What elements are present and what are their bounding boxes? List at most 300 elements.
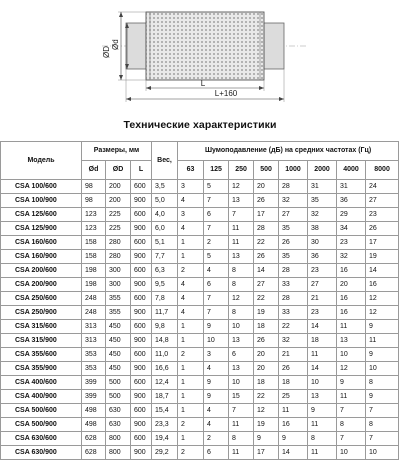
length-cell: 600: [131, 404, 152, 418]
noise-cell: 13: [229, 194, 254, 208]
table-row: [1, 250, 399, 264]
noise-cell: 16: [366, 278, 399, 292]
outer-diameter-cell: 800: [106, 446, 131, 460]
noise-cell: 4: [204, 264, 229, 278]
noise-cell: 10: [229, 376, 254, 390]
freq-col-header: 125: [204, 161, 229, 180]
inner-diameter-cell: 123: [82, 222, 106, 236]
noise-cell: 9: [204, 390, 229, 404]
outer-diameter-cell: 225: [106, 208, 131, 222]
outer-diameter-cell: 630: [106, 418, 131, 432]
noise-cell: 1: [178, 404, 204, 418]
noise-cell: 8: [229, 278, 254, 292]
noise-cell: 10: [366, 362, 399, 376]
model-cell: CSA 500/900: [1, 418, 82, 432]
weight-cell: 7,7: [152, 250, 178, 264]
noise-cell: 29: [337, 208, 366, 222]
noise-cell: 11: [366, 334, 399, 348]
inner-diameter-cell: 628: [82, 446, 106, 460]
noise-cell: 22: [254, 236, 279, 250]
outer-diameter-cell: 500: [106, 376, 131, 390]
inner-diameter-cell: 628: [82, 432, 106, 446]
noise-cell: 2: [204, 432, 229, 446]
noise-cell: 11: [229, 446, 254, 460]
length-cell: 600: [131, 180, 152, 194]
noise-cell: 9: [279, 432, 308, 446]
noise-cell: 3: [178, 208, 204, 222]
noise-cell: 1: [178, 236, 204, 250]
model-cell: CSA 400/600: [1, 376, 82, 390]
noise-cell: 2: [178, 418, 204, 432]
weight-cell: 11,0: [152, 348, 178, 362]
noise-cell: 23: [366, 208, 399, 222]
noise-cell: 1: [178, 362, 204, 376]
outer-diameter-cell: 630: [106, 404, 131, 418]
length-cell: 900: [131, 306, 152, 320]
length-cell: 600: [131, 432, 152, 446]
table-row: [1, 362, 399, 376]
noise-cell: 11: [279, 404, 308, 418]
model-cell: CSA 200/600: [1, 264, 82, 278]
noise-cell: 1: [178, 376, 204, 390]
weight-cell: 11,7: [152, 306, 178, 320]
outer-diameter-cell: 200: [106, 194, 131, 208]
noise-cell: 18: [254, 320, 279, 334]
noise-cell: 20: [337, 278, 366, 292]
length-cell: 600: [131, 376, 152, 390]
noise-cell: 12: [229, 292, 254, 306]
model-cell: CSA 250/600: [1, 292, 82, 306]
noise-cell: 9: [337, 376, 366, 390]
noise-cell: 28: [279, 292, 308, 306]
noise-cell: 22: [254, 292, 279, 306]
weight-cell: 9,8: [152, 320, 178, 334]
length-cell: 900: [131, 418, 152, 432]
noise-cell: 4: [178, 278, 204, 292]
inner-diameter-cell: 158: [82, 236, 106, 250]
noise-cell: 24: [366, 180, 399, 194]
noise-cell: 16: [337, 264, 366, 278]
length-cell: 900: [131, 334, 152, 348]
model-cell: CSA 355/600: [1, 348, 82, 362]
noise-cell: 2: [204, 236, 229, 250]
noise-cell: 10: [337, 348, 366, 362]
noise-cell: 32: [308, 208, 337, 222]
inner-diameter-cell: 248: [82, 306, 106, 320]
noise-cell: 11: [229, 418, 254, 432]
model-cell: CSA 125/900: [1, 222, 82, 236]
noise-cell: 35: [279, 222, 308, 236]
noise-cell: 2: [178, 264, 204, 278]
length-cell: 600: [131, 320, 152, 334]
freq-col-header: 4000: [337, 161, 366, 180]
noise-cell: 23: [337, 236, 366, 250]
inner-diameter-cell: 313: [82, 320, 106, 334]
noise-cell: 14: [279, 446, 308, 460]
weight-cell: 19,4: [152, 432, 178, 446]
size-col-header: L: [131, 161, 152, 180]
table-row: [1, 194, 399, 208]
noise-cell: 17: [254, 208, 279, 222]
table-row: [1, 432, 399, 446]
noise-cell: 7: [337, 404, 366, 418]
length-cell: 900: [131, 278, 152, 292]
noise-cell: 27: [254, 278, 279, 292]
noise-cell: 7: [229, 404, 254, 418]
noise-cell: 14: [308, 320, 337, 334]
noise-cell: 28: [279, 180, 308, 194]
model-cell: CSA 160/900: [1, 250, 82, 264]
noise-cell: 11: [229, 222, 254, 236]
noise-cell: 14: [308, 362, 337, 376]
freq-col-header: 63: [178, 161, 204, 180]
noise-cell: 13: [229, 334, 254, 348]
noise-cell: 10: [229, 320, 254, 334]
length-cell: 900: [131, 222, 152, 236]
noise-cell: 12: [254, 404, 279, 418]
noise-cell: 10: [337, 446, 366, 460]
outer-diameter-cell: 355: [106, 292, 131, 306]
weight-cell: 14,8: [152, 334, 178, 348]
inner-diameter-cell: 98: [82, 180, 106, 194]
length-cell: 600: [131, 264, 152, 278]
weight-cell: 12,4: [152, 376, 178, 390]
noise-cell: 1: [178, 390, 204, 404]
model-cell: CSA 315/900: [1, 334, 82, 348]
sizes-header: Размеры, мм: [82, 142, 152, 161]
noise-cell: 26: [366, 222, 399, 236]
noise-cell: 7: [366, 432, 399, 446]
outer-diameter-cell: 450: [106, 320, 131, 334]
noise-cell: 20: [254, 180, 279, 194]
noise-cell: 1: [178, 432, 204, 446]
noise-cell: 36: [337, 194, 366, 208]
noise-cell: 13: [229, 250, 254, 264]
inner-diameter-cell: 123: [82, 208, 106, 222]
noise-cell: 8: [229, 264, 254, 278]
noise-cell: 4: [204, 418, 229, 432]
length-cell: 600: [131, 292, 152, 306]
section-title: Технические характеристики: [123, 119, 277, 131]
noise-cell: 18: [308, 334, 337, 348]
noise-cell: 14: [366, 264, 399, 278]
noise-cell: 11: [308, 446, 337, 460]
left-spigot: [126, 23, 146, 69]
inner-diameter-cell: 248: [82, 292, 106, 306]
noise-cell: 20: [254, 348, 279, 362]
noise-cell: 13: [337, 334, 366, 348]
length-cell: 900: [131, 390, 152, 404]
noise-cell: 38: [308, 222, 337, 236]
header-row-top: [1, 142, 399, 161]
noise-cell: 32: [279, 194, 308, 208]
noise-cell: 14: [254, 264, 279, 278]
model-header: Модель: [1, 142, 82, 180]
table-row: [1, 180, 399, 194]
noise-cell: 26: [279, 236, 308, 250]
noise-cell: 1: [178, 250, 204, 264]
model-cell: CSA 355/900: [1, 362, 82, 376]
table-row: [1, 376, 399, 390]
inner-diameter-cell: 98: [82, 194, 106, 208]
table-row: [1, 278, 399, 292]
table-row: [1, 236, 399, 250]
noise-cell: 8: [308, 432, 337, 446]
model-cell: CSA 400/900: [1, 390, 82, 404]
noise-cell: 7: [366, 404, 399, 418]
inner-diameter-cell: 498: [82, 418, 106, 432]
freq-col-header: 1000: [279, 161, 308, 180]
noise-cell: 18: [279, 376, 308, 390]
inner-diameter-cell: 198: [82, 264, 106, 278]
noise-cell: 27: [366, 194, 399, 208]
table-row: [1, 348, 399, 362]
table-row: [1, 418, 399, 432]
noise-cell: 8: [366, 418, 399, 432]
freq-col-header: 250: [229, 161, 254, 180]
table-row: [1, 208, 399, 222]
size-col-header: Ød: [82, 161, 106, 180]
noise-cell: 32: [279, 334, 308, 348]
noise-cell: 11: [337, 390, 366, 404]
length-cell: 600: [131, 208, 152, 222]
noise-cell: 7: [204, 194, 229, 208]
model-cell: CSA 160/600: [1, 236, 82, 250]
noise-cell: 10: [308, 376, 337, 390]
noise-cell: 15: [229, 390, 254, 404]
noise-cell: 2: [178, 348, 204, 362]
noise-cell: 12: [229, 180, 254, 194]
noise-cell: 34: [337, 222, 366, 236]
outer-diameter-cell: 500: [106, 390, 131, 404]
noise-cell: 21: [279, 348, 308, 362]
noise-cell: 12: [366, 306, 399, 320]
noise-cell: 4: [178, 306, 204, 320]
length-cell: 600: [131, 236, 152, 250]
noise-cell: 9: [308, 404, 337, 418]
noise-cell: 23: [308, 264, 337, 278]
length-cell: 900: [131, 194, 152, 208]
model-cell: CSA 100/600: [1, 180, 82, 194]
table-row: [1, 404, 399, 418]
outer-diameter-cell: 200: [106, 180, 131, 194]
noise-cell: 16: [337, 306, 366, 320]
table-row: [1, 292, 399, 306]
noise-cell: 33: [279, 278, 308, 292]
outer-diameter-cell: 450: [106, 334, 131, 348]
outer-diameter-cell: 280: [106, 250, 131, 264]
weight-cell: 5,1: [152, 236, 178, 250]
noise-cell: 6: [204, 208, 229, 222]
noise-cell: 2: [178, 446, 204, 460]
weight-cell: 16,6: [152, 362, 178, 376]
noise-cell: 35: [308, 194, 337, 208]
outer-diameter-cell: 355: [106, 306, 131, 320]
noise-cell: 7: [204, 292, 229, 306]
noise-cell: 33: [279, 306, 308, 320]
outer-diameter-cell: 450: [106, 362, 131, 376]
noise-cell: 7: [229, 208, 254, 222]
noise-cell: 35: [279, 250, 308, 264]
model-cell: CSA 630/600: [1, 432, 82, 446]
silencer-drawing-svg: [0, 0, 400, 112]
noise-cell: 22: [279, 320, 308, 334]
weight-cell: 6,3: [152, 264, 178, 278]
table-row: [1, 222, 399, 236]
outer-diameter-cell: 300: [106, 278, 131, 292]
noise-cell: 9: [366, 320, 399, 334]
noise-cell: 4: [204, 362, 229, 376]
outer-diameter-cell: 300: [106, 264, 131, 278]
noise-cell: 26: [254, 334, 279, 348]
inner-diameter-cell: 399: [82, 376, 106, 390]
outer-diameter-cell: 225: [106, 222, 131, 236]
inner-diameter-cell: 353: [82, 362, 106, 376]
noise-cell: 31: [337, 180, 366, 194]
noise-cell: 17: [366, 236, 399, 250]
noise-cell: 11: [308, 348, 337, 362]
noise-cell: 3: [204, 348, 229, 362]
label-L160: L+160: [214, 89, 238, 98]
inner-diameter-cell: 498: [82, 404, 106, 418]
freq-col-header: 500: [254, 161, 279, 180]
freq-col-header: 2000: [308, 161, 337, 180]
inner-diameter-cell: 158: [82, 250, 106, 264]
noise-cell: 20: [254, 362, 279, 376]
noise-cell: 19: [254, 306, 279, 320]
noise-cell: 25: [279, 390, 308, 404]
noise-cell: 30: [308, 236, 337, 250]
noise-cell: 13: [308, 390, 337, 404]
weight-cell: 15,4: [152, 404, 178, 418]
noise-cell: 1: [178, 320, 204, 334]
length-cell: 900: [131, 446, 152, 460]
noise-header: Шумоподавление (дБ) на средних частотах (Гц): [178, 142, 399, 161]
noise-cell: 9: [366, 348, 399, 362]
noise-cell: 19: [254, 418, 279, 432]
weight-cell: 23,3: [152, 418, 178, 432]
noise-cell: 8: [229, 432, 254, 446]
label-d: Ød: [111, 39, 120, 50]
outer-diameter-cell: 450: [106, 348, 131, 362]
noise-cell: 4: [204, 404, 229, 418]
table-row: [1, 334, 399, 348]
weight-cell: 4,0: [152, 208, 178, 222]
noise-cell: 28: [279, 264, 308, 278]
noise-cell: 7: [204, 306, 229, 320]
outer-diameter-cell: 800: [106, 432, 131, 446]
length-cell: 900: [131, 362, 152, 376]
spec-table: [0, 141, 399, 460]
table-body: [1, 180, 399, 460]
silencer-body: [146, 12, 264, 80]
noise-cell: 23: [308, 306, 337, 320]
noise-cell: 3: [178, 180, 204, 194]
weight-cell: 7,8: [152, 292, 178, 306]
model-cell: CSA 315/600: [1, 320, 82, 334]
noise-cell: 8: [366, 376, 399, 390]
noise-cell: 6: [204, 446, 229, 460]
noise-cell: 19: [366, 250, 399, 264]
label-D: ØD: [102, 46, 111, 58]
noise-cell: 1: [178, 334, 204, 348]
weight-cell: 9,5: [152, 278, 178, 292]
noise-cell: 9: [366, 390, 399, 404]
model-cell: CSA 125/600: [1, 208, 82, 222]
noise-cell: 16: [279, 418, 308, 432]
noise-cell: 10: [204, 334, 229, 348]
noise-cell: 31: [308, 180, 337, 194]
inner-diameter-cell: 399: [82, 390, 106, 404]
noise-cell: 13: [229, 362, 254, 376]
silencer-drawing: [0, 0, 400, 112]
noise-cell: 26: [254, 194, 279, 208]
weight-cell: 3,5: [152, 180, 178, 194]
noise-cell: 4: [178, 222, 204, 236]
noise-cell: 32: [337, 250, 366, 264]
table-row: [1, 306, 399, 320]
table-row: [1, 390, 399, 404]
noise-cell: 5: [204, 180, 229, 194]
noise-cell: 36: [308, 250, 337, 264]
inner-diameter-cell: 198: [82, 278, 106, 292]
noise-cell: 26: [279, 362, 308, 376]
outer-diameter-cell: 280: [106, 236, 131, 250]
noise-cell: 6: [229, 348, 254, 362]
length-cell: 900: [131, 250, 152, 264]
label-L: L: [200, 79, 206, 88]
noise-cell: 10: [366, 446, 399, 460]
noise-cell: 11: [337, 320, 366, 334]
weight-cell: 5,0: [152, 194, 178, 208]
noise-cell: 21: [308, 292, 337, 306]
noise-cell: 26: [254, 250, 279, 264]
noise-cell: 18: [254, 376, 279, 390]
noise-cell: 27: [308, 278, 337, 292]
noise-cell: 7: [337, 432, 366, 446]
inner-diameter-cell: 313: [82, 334, 106, 348]
noise-cell: 27: [279, 208, 308, 222]
noise-cell: 9: [204, 320, 229, 334]
length-cell: 600: [131, 348, 152, 362]
noise-cell: 9: [254, 432, 279, 446]
noise-cell: 8: [229, 306, 254, 320]
noise-cell: 28: [254, 222, 279, 236]
model-cell: CSA 250/900: [1, 306, 82, 320]
weight-cell: 6,0: [152, 222, 178, 236]
noise-cell: 9: [204, 376, 229, 390]
size-col-header: ØD: [106, 161, 131, 180]
table-row: [1, 446, 399, 460]
weight-header: Вес,: [152, 142, 178, 180]
noise-cell: 7: [204, 222, 229, 236]
noise-cell: 12: [337, 362, 366, 376]
model-cell: CSA 100/900: [1, 194, 82, 208]
noise-cell: 4: [178, 194, 204, 208]
noise-cell: 5: [204, 250, 229, 264]
noise-cell: 12: [366, 292, 399, 306]
noise-cell: 6: [204, 278, 229, 292]
model-cell: CSA 500/600: [1, 404, 82, 418]
weight-cell: 18,7: [152, 390, 178, 404]
noise-cell: 4: [178, 292, 204, 306]
table-row: [1, 320, 399, 334]
right-spigot: [264, 23, 284, 69]
model-cell: CSA 630/900: [1, 446, 82, 460]
noise-cell: 8: [337, 418, 366, 432]
noise-cell: 16: [337, 292, 366, 306]
freq-col-header: 8000: [366, 161, 399, 180]
